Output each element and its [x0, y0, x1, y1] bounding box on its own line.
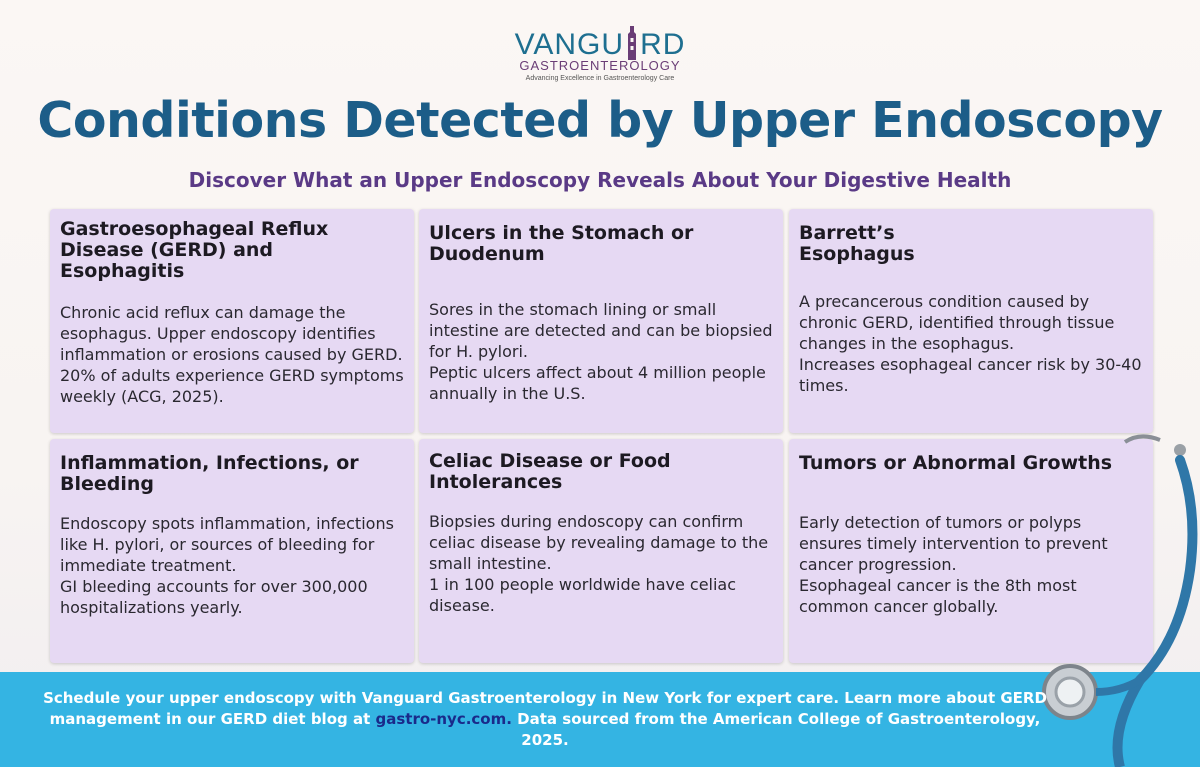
card-body: Biopsies during endoscopy can confirm celiac disease by revealing damage to the small intestine.: [429, 512, 769, 573]
card-stat: GI bleeding accounts for over 300,000 hospitalizations yearly.: [60, 577, 368, 617]
condition-card-ulcers: [419, 209, 783, 433]
card-body: A precancerous condition caused by chronic GERD, identified through tissue changes in the esophagus.: [799, 292, 1115, 353]
brand-logo: [0, 26, 1200, 82]
card-heading: Celiac Disease or Food Intolerances: [429, 450, 671, 493]
stethoscope-icon: [1030, 430, 1200, 767]
card-heading: Barrett’s Esophagus: [799, 222, 915, 265]
logo-word-left: VANGU: [514, 28, 625, 61]
card-body: Early detection of tumors or polyps ensures timely intervention to prevent cancer progression.: [799, 513, 1108, 574]
card-stat: Peptic ulcers affect about 4 million people annually in the U.S.: [429, 363, 766, 403]
footer-link[interactable]: gastro-nyc.com.: [375, 710, 512, 728]
condition-card-gerd: [50, 209, 414, 433]
logo-word-right: RD: [640, 28, 686, 61]
logo-subtitle: GASTROENTEROLOGY: [519, 58, 681, 73]
logo-tagline: Advancing Excellence in Gastroenterology Care: [525, 75, 675, 82]
condition-card-inflammation: [50, 439, 414, 663]
footer-text-start: Schedule your upper endoscopy with Vanguard Gastroenterology in New York for expert care. Learn more about GERD management in our GERD diet blog at: [43, 689, 1047, 728]
card-body: Sores in the stomach lining or small intestine are detected and can be biopsied for H. pylori.: [429, 300, 773, 361]
footer-text: [40, 688, 1050, 751]
logo-wordmark: [515, 26, 686, 62]
condition-card-celiac: [419, 439, 783, 663]
card-stat: 1 in 100 people worldwide have celiac disease.: [429, 575, 737, 615]
card-heading: Tumors or Abnormal Growths: [799, 452, 1113, 474]
card-stat: Increases esophageal cancer risk by 30-40 times.: [799, 355, 1142, 395]
building-tower-icon: [625, 26, 639, 60]
card-body: Chronic acid reflux can damage the esophagus. Upper endoscopy identifies inflammation or erosions caused by GERD.: [60, 303, 403, 364]
card-stat: 20% of adults experience GERD symptoms weekly (ACG, 2025).: [60, 366, 404, 406]
page-subtitle: Discover What an Upper Endoscopy Reveals About Your Digestive Health: [188, 168, 1012, 192]
card-stat: Esophageal cancer is the 8th most common cancer globally.: [799, 576, 1077, 616]
card-body: Endoscopy spots inflammation, infections like H. pylori, or sources of bleeding for immediate treatment.: [60, 514, 394, 575]
card-heading: Inflammation, Infections, or Bleeding: [60, 452, 359, 495]
condition-card-barretts: [789, 209, 1153, 433]
card-heading: Ulcers in the Stomach or Duodenum: [429, 222, 694, 265]
footer-text-end: Data sourced from the American College of Gastroenterology, 2025.: [511, 710, 1041, 749]
page-title: Conditions Detected by Upper Endoscopy: [37, 92, 1163, 149]
card-heading: Gastroesophageal Reflux Disease (GERD) and Esophagitis: [60, 218, 329, 282]
